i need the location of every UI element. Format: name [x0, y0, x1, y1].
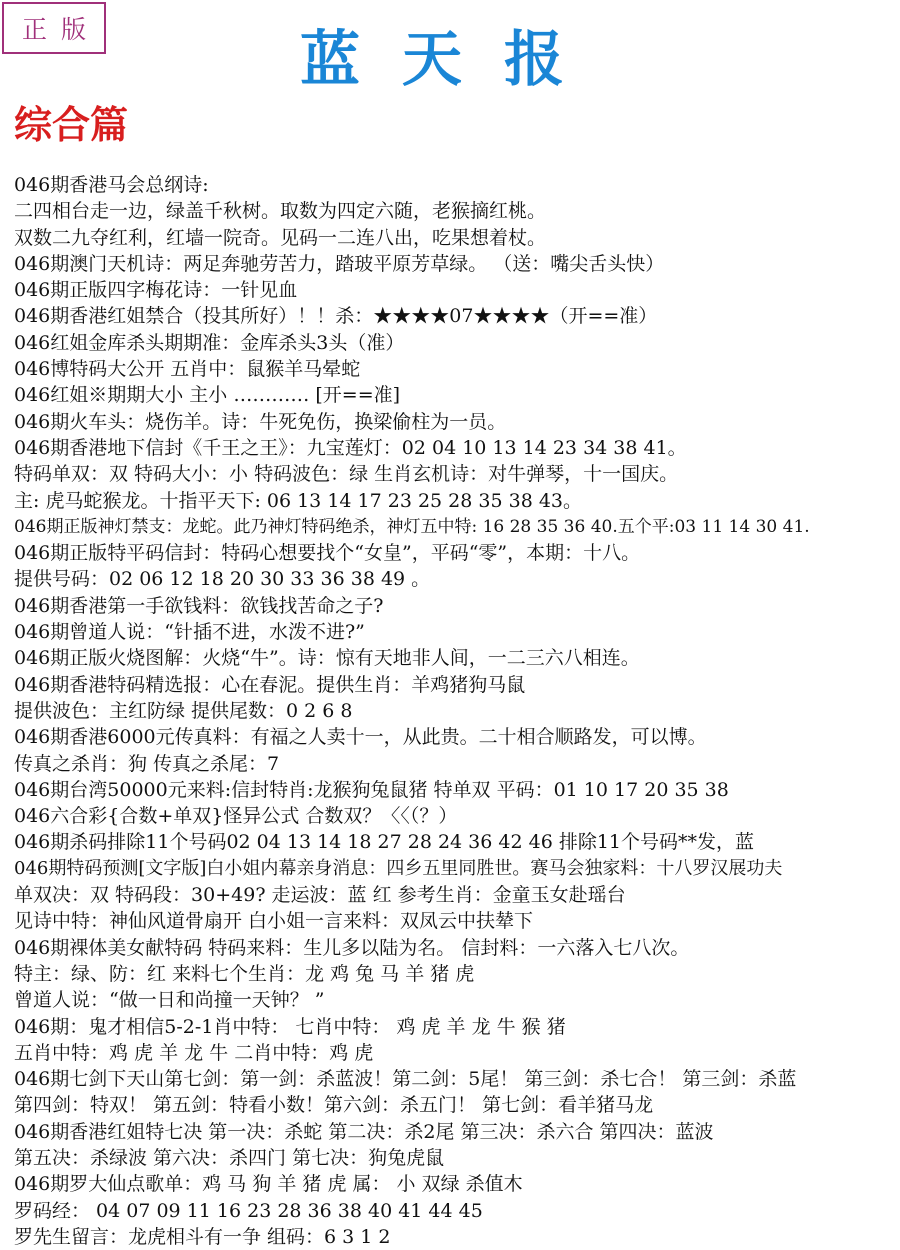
text-line: 046期香港第一手欲钱料：欲钱找苦命之子?	[14, 594, 384, 617]
text-line: 046红姐※期期大小 主小 ………… [开==准]	[14, 384, 401, 407]
text-line: 提供波色：主红防绿 提供尾数：0 2 6 8	[14, 699, 353, 722]
text-line: 046红姐金库杀头期期准：金库杀头3头（准）	[14, 331, 405, 354]
text-line: 046期香港红姐禁合（投其所好）！！杀：★★★★07★★★★（开==准）	[14, 305, 658, 328]
text-line: 046期罗大仙点歌单：鸡 马 狗 羊 猪 虎 属： 小 双绿 杀值木	[14, 1173, 523, 1196]
text-line: 第四剑：特双！ 第五剑：特看小数！第六剑：杀五门！ 第七剑：看羊猪马龙	[14, 1094, 654, 1117]
text-line: 二四相台走一边，绿盖千秋树。取数为四定六随，老猴摘红桃。	[14, 200, 547, 223]
text-line: 单双决：双 特码段：30+49? 走运波：蓝 红 参考生肖：金童玉女赴瑶台	[14, 884, 626, 907]
text-line: 046期正版特平码信封：特码心想要找个“女皇”，平码“零”，本期：十八。	[14, 542, 641, 565]
text-line: 五肖中特：鸡 虎 羊 龙 牛 二肖中特：鸡 虎	[14, 1041, 374, 1064]
text-line: 046期香港地下信封《千王之王》：九宝莲灯：02 04 10 13 14 23 34 38 41。	[14, 436, 687, 459]
text-line: 046期特码预测[文字版]白小姐内幕亲身消息：四乡五里同胜世。赛马会独家料：十八罗汉展功夫	[14, 857, 783, 879]
text-line: 曾道人说：“做一日和尚撞一天钟？ ”	[14, 989, 325, 1012]
text-line: 罗先生留言：龙虎相斗有一争 组码：6 3 1 2	[14, 1225, 391, 1248]
edition-badge: 正版	[2, 2, 106, 54]
text-line: 罗码经： 04 07 09 11 16 23 28 36 38 40 41 44 45	[14, 1199, 483, 1222]
text-line: 046期裸体美女献特码 特码来料：生儿多以陆为名。 信封料：一六落入七八次。	[14, 936, 690, 959]
text-line: 046博特码大公开 五肖中：鼠猴羊马晕蛇	[14, 358, 361, 381]
text-line: 046期正版神灯禁支：龙蛇。此乃神灯特码绝杀，神灯五中特: 16 28 35 36 40.五个平:03 11 14 30 41.	[14, 516, 810, 537]
text-line: 046期七剑下天山第七剑：第一剑：杀蓝波！第二剑：5尾！ 第三剑：杀七合！ 第三剑：杀蓝	[14, 1068, 797, 1091]
text-line: 见诗中特：神仙风道骨扇开 白小姐一言来料：双凤云中扶辇下	[14, 910, 534, 933]
text-line: 046期香港6000元传真料：有福之人卖十一，从此贵。二十相合顺路发，可以博。	[14, 726, 707, 749]
text-line: 046期杀码排除11个号码02 04 13 14 18 27 28 24 36 42 46 排除11个号码**发，蓝	[14, 831, 754, 854]
text-line: 046期香港特码精选报：心在春泥。提供生肖：羊鸡猪狗马鼠	[14, 673, 526, 696]
text-line: 046期正版火烧图解：火烧“牛”。诗：惊有天地非人间，一二三六八相连。	[14, 647, 640, 670]
text-line: 046期正版四字梅花诗：一针见血	[14, 279, 298, 302]
text-line: 提供号码：02 06 12 18 20 30 33 36 38 49 。	[14, 568, 431, 591]
text-line: 046期澳门天机诗：两足奔驰劳苦力，踏玻平原芳草绿。 （送：嘴尖舌头快）	[14, 252, 665, 275]
text-line: 传真之杀肖：狗 传真之杀尾：7	[14, 752, 280, 775]
content-lines	[14, 172, 894, 1250]
text-line: 主: 虎马蛇猴龙。十指平天下: 06 13 14 17 23 25 28 35 38 43。	[14, 489, 583, 512]
section-heading: 综合篇	[14, 102, 129, 147]
text-line: 双数二九夺红利，红墙一院奇。见码一二连八出，吃果想着杖。	[14, 226, 547, 249]
text-line: 046期：鬼才相信5-2-1肖中特： 七肖中特： 鸡 虎 羊 龙 牛 猴 猪	[14, 1015, 566, 1038]
text-line: 046期香港马会总纲诗:	[14, 174, 209, 196]
text-line: 第五决：杀绿波 第六决：杀四门 第七决：狗兔虎鼠	[14, 1146, 445, 1169]
text-line: 046期火车头：烧伤羊。诗：牛死免伤，换梁偷柱为一员。	[14, 410, 507, 433]
text-line: 046期台湾50000元来料:信封特肖:龙猴狗兔鼠猪 特单双 平码：01 10 17 20 35 38	[14, 778, 729, 801]
text-line: 特主：绿、防：红 来料七个生肖：龙 鸡 兔 马 羊 猪 虎	[14, 962, 475, 985]
text-line: 046期香港红姐特七决 第一决：杀蛇 第二决：杀2尾 第三决：杀六合 第四决：蓝波	[14, 1120, 714, 1143]
text-line: 特码单双：双 特码大小：小 特码波色：绿 生肖玄机诗：对牛弹琴，十一国庆。	[14, 463, 679, 486]
text-line: 046期曾道人说：“针插不进，水泼不进?”	[14, 621, 365, 644]
text-line: 046六合彩{合数+单双}怪异公式 合数双？〈〈（？）	[14, 805, 458, 828]
page-title: 蓝天报	[300, 25, 606, 95]
